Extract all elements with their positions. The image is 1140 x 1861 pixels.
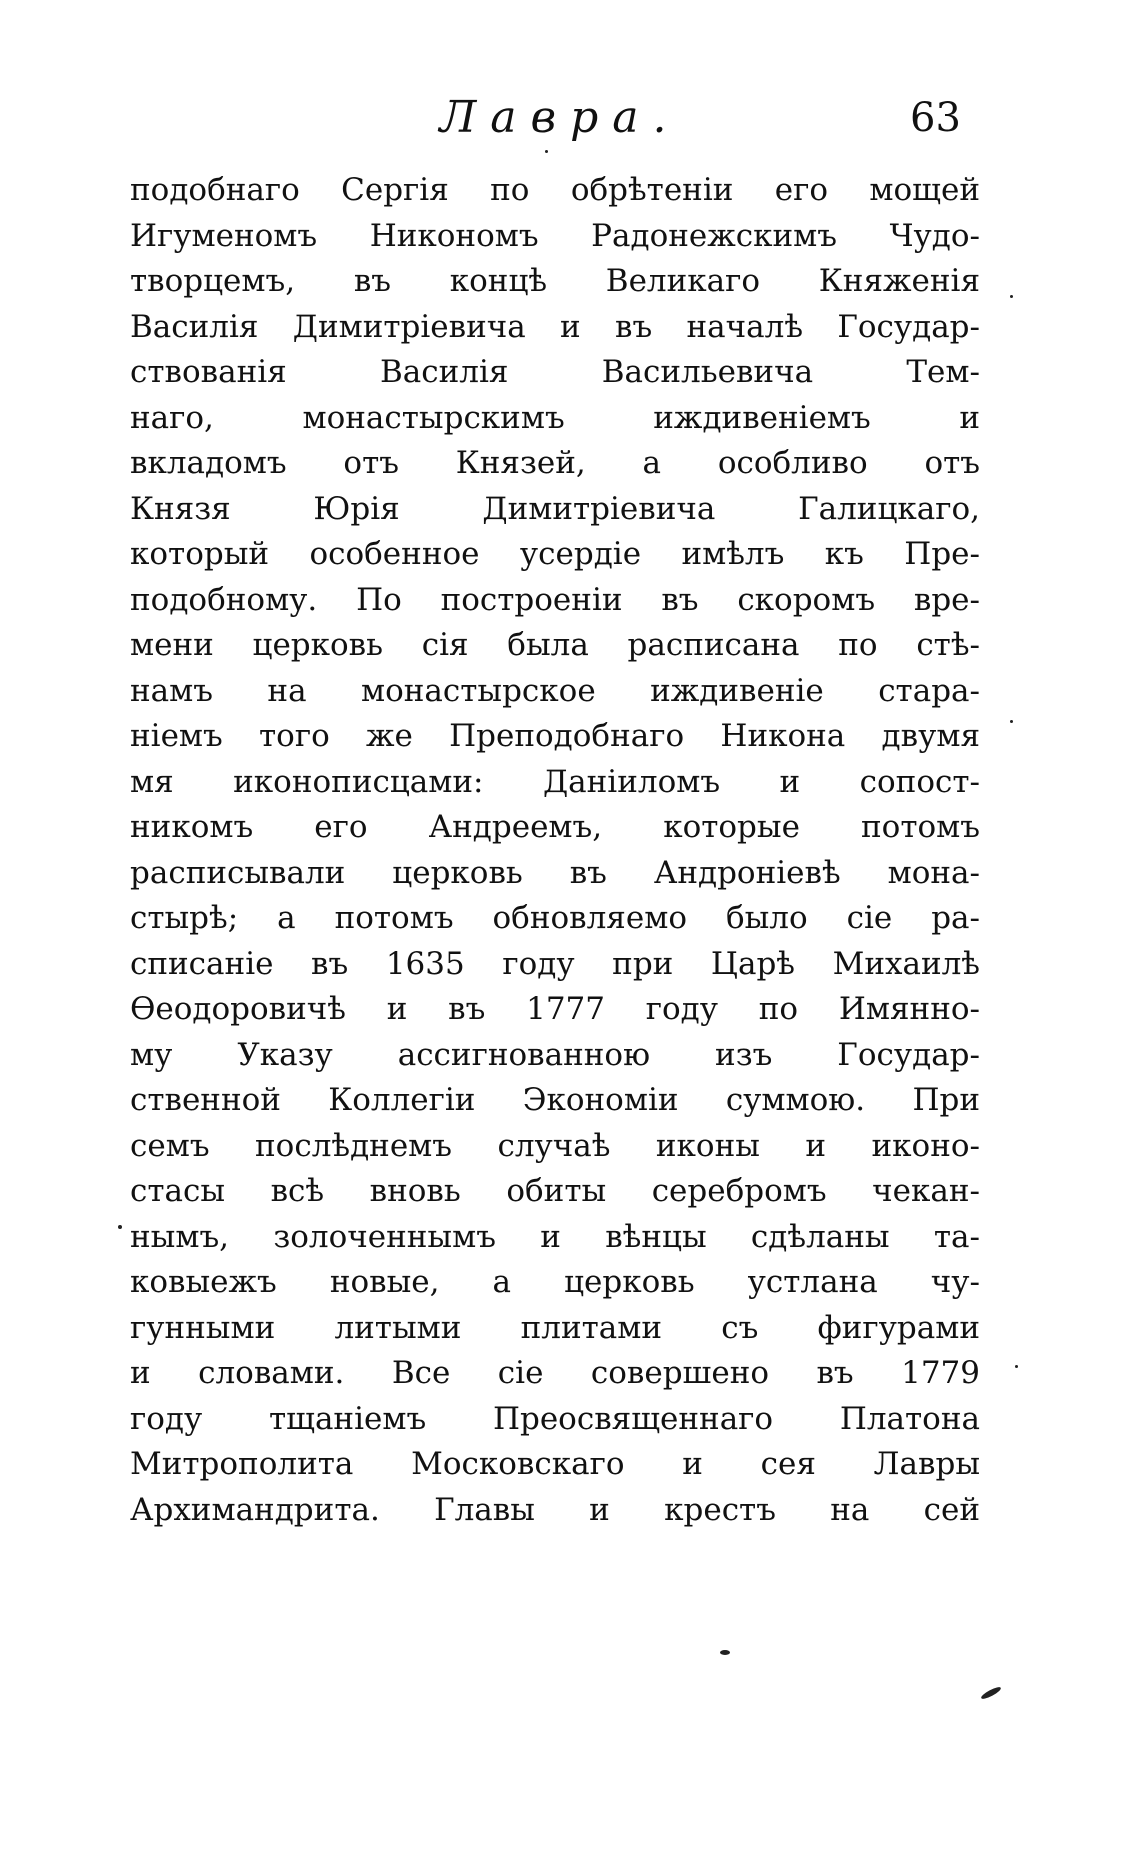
text-line: подобному. По построеніи въ скоромъ вре- [130,581,980,618]
scan-speck [1015,1365,1018,1368]
running-head [0,88,1140,148]
text-line: Ѳеодоровичѣ и въ 1777 году по Имянно- [130,991,980,1027]
text-line: намъ на монастырское иждивеніе стара- [130,672,980,709]
text-line: Князя Юрія Димитріевича Галицкаго, [130,490,980,527]
scan-speck [545,150,548,153]
body-text [130,168,980,1533]
text-line: мени церковь сія была расписана по стѣ- [130,627,980,663]
text-line: мя иконописцами: Даніиломъ и сопост- [130,763,980,800]
text-line: никомъ его Андреемъ, которые потомъ [130,809,980,845]
scan-speck [118,1225,122,1229]
text-line: вкладомъ отъ Князей, а особливо отъ [130,445,980,481]
text-line: ковыежъ новые, а церковь устлана чу- [130,1264,980,1300]
text-line: подобнаго Сергія по обрѣтеніи его мощей [130,172,980,208]
text-line: ствованія Василія Васильевича Тем- [130,354,980,390]
scan-speck [980,1685,1002,1701]
text-line: стасы всѣ вновь обиты серебромъ чекан- [130,1173,980,1209]
text-line: расписывали церковь въ Андроніевѣ мона- [130,854,980,891]
scan-speck [720,1650,730,1655]
text-line: который особенное усердіе имѣлъ къ Пре- [130,536,980,572]
text-line: Василія Димитріевича и въ началѣ Государ- [130,308,980,345]
scan-speck [1010,720,1013,723]
text-line: Митрополита Московскаго и сея Лавры [130,1446,980,1482]
text-line: семъ послѣднемъ случаѣ иконы и иконо- [130,1127,980,1164]
text-line: нымъ, золоченнымъ и вѣнцы сдѣланы та- [130,1218,980,1255]
running-title: Лавра. [439,92,681,143]
text-line: ніемъ того же Преподобнаго Никона двумя [130,718,980,754]
text-line: и словами. Все сіе совершено въ 1779 [130,1355,980,1391]
text-line: стырѣ; а потомъ обновляемо было сіе ра- [130,900,980,936]
text-line: гунными литыми плитами съ фигурами [130,1309,980,1346]
text-line: му Указу ассигнованною изъ Государ- [130,1036,980,1073]
text-line: ственной Коллегіи Экономіи суммою. При [130,1082,980,1118]
text-line: наго, монастырскимъ иждивеніемъ и [130,399,980,436]
text-line: Архимандрита. Главы и крестъ на сей [130,1491,980,1528]
text-line: списаніе въ 1635 году при Царѣ Михаилѣ [130,945,980,982]
text-line: творцемъ, въ концѣ Великаго Княженія [130,263,980,299]
text-line: году тщаніемъ Преосвященнаго Платона [130,1400,980,1437]
page-number: 63 [910,95,961,141]
text-line: Игуменомъ Никономъ Радонежскимъ Чудо- [130,217,980,254]
scan-speck [1010,295,1013,298]
